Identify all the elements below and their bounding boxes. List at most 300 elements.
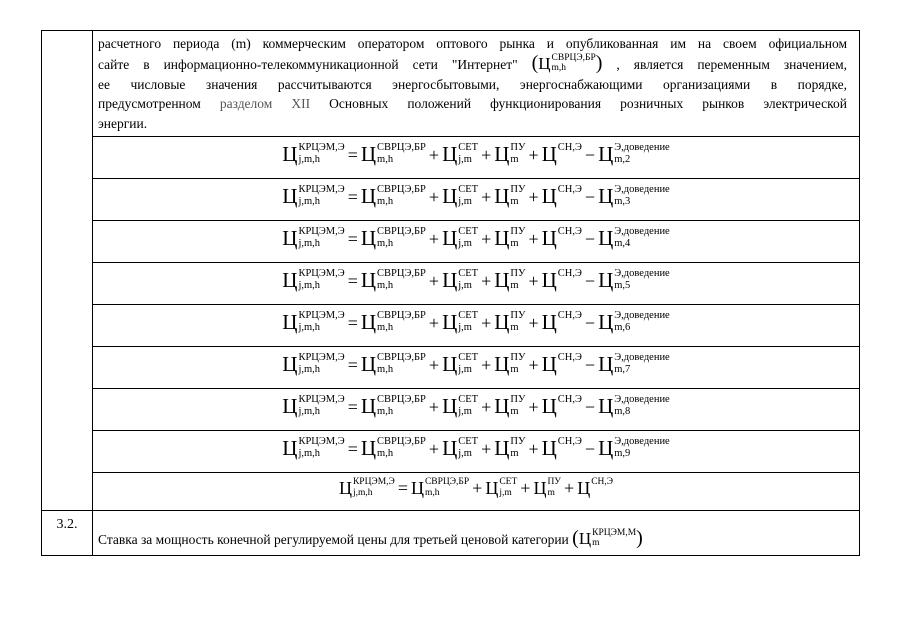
formula [282, 351, 670, 378]
network-price-symbol-sub: j,m [458, 321, 472, 333]
row-3-2 [42, 511, 860, 556]
wholesale-price-symbol-base: Ц [360, 141, 377, 166]
wholesale-price-symbol [360, 309, 426, 336]
infra-price-symbol-base: Ц [533, 477, 547, 498]
intro-line-4-tail: Основных положений функционирования розничных рынков электрической [329, 96, 848, 112]
minus-sign: − [584, 270, 596, 291]
wholesale-price-symbol-sub: m,h [377, 447, 394, 459]
network-price-symbol-sup: СЕТ [458, 351, 479, 363]
wholesale-price-symbol [360, 393, 426, 420]
lhs-price-symbol-sup: КРЦЭМ,Э [298, 309, 345, 321]
lhs-price-symbol [282, 435, 345, 462]
network-price-symbol-sub: j,m [458, 195, 472, 207]
formula-cell [93, 389, 860, 431]
lhs-price-symbol-sup: КРЦЭМ,Э [298, 141, 345, 153]
infra-price-symbol-base: Ц [494, 351, 510, 376]
plus-sign: + [481, 228, 492, 249]
infra-price-symbol-sub: m [510, 195, 519, 207]
lhs-price-symbol-base: Ц [282, 351, 298, 376]
infra-price-symbol [494, 435, 526, 462]
equals-sign: = [347, 186, 358, 207]
inline-symbol-sub: m [592, 538, 600, 549]
inline-symbol-base: Ц [538, 53, 551, 73]
plus-sign: + [428, 228, 440, 249]
infra-price-symbol-sup: ПУ [510, 309, 526, 321]
network-price-symbol-sup: СЕТ [458, 183, 479, 195]
intro-paragraph [93, 31, 859, 136]
sales-markup-symbol-sup: СН,Э [557, 141, 582, 153]
lhs-price-symbol [282, 393, 345, 420]
infra-price-symbol-base: Ц [494, 309, 510, 334]
infra-price-symbol-base: Ц [494, 393, 510, 418]
wholesale-price-symbol [360, 141, 426, 168]
wholesale-price-symbol [360, 267, 426, 294]
network-price-symbol-base: Ц [442, 351, 458, 376]
sales-markup-symbol-sub [558, 448, 582, 460]
plus-sign: + [481, 144, 492, 165]
wholesale-price-symbol [360, 183, 426, 210]
delivery-price-symbol-sub: m,6 [614, 321, 631, 333]
delivery-price-symbol [598, 435, 670, 462]
lhs-price-symbol-base: Ц [282, 141, 298, 166]
minus-sign: − [584, 186, 596, 207]
sales-markup-symbol-sup: СН,Э [557, 435, 582, 447]
sales-markup-symbol [541, 309, 582, 336]
sales-markup-symbol-base: Ц [541, 435, 557, 460]
delivery-price-symbol-sup: Э,доведение [614, 267, 670, 279]
lhs-price-symbol [282, 351, 345, 378]
lhs-price-symbol-sub: j,m,h [298, 321, 321, 333]
minus-sign: − [584, 228, 596, 249]
lhs-price-symbol [282, 309, 345, 336]
number-cell-empty [42, 31, 93, 511]
sales-markup-symbol-base: Ц [541, 183, 557, 208]
network-price-symbol-base: Ц [442, 183, 458, 208]
infra-price-symbol-sub: m [510, 405, 519, 417]
intro-line-2-tail: , является переменным значением, [616, 56, 847, 72]
infra-price-symbol-sub: m [510, 363, 519, 375]
sales-markup-symbol-base: Ц [541, 225, 557, 250]
formula [282, 435, 670, 462]
infra-price-symbol-sup: ПУ [510, 141, 526, 153]
lhs-price-symbol-sup: КРЦЭМ,Э [298, 183, 345, 195]
network-price-symbol-base: Ц [442, 309, 458, 334]
wholesale-price-symbol-base: Ц [360, 225, 377, 250]
equals-sign: = [347, 396, 358, 417]
inline-symbol-krcem-m: (Ц КРЦЭМ,М m ) [572, 527, 643, 550]
wholesale-price-symbol-sub: m,h [377, 153, 394, 165]
lhs-price-symbol-sub: j,m,h [298, 447, 321, 459]
sales-markup-symbol-sub [558, 364, 582, 376]
sales-markup-symbol [541, 435, 582, 462]
lhs-price-symbol-sup: КРЦЭМ,Э [298, 351, 345, 363]
lhs-price-symbol-base: Ц [282, 435, 298, 460]
infra-price-symbol-sup: ПУ [510, 225, 526, 237]
lhs-price-symbol-sub: j,m,h [298, 237, 321, 249]
network-price-symbol-base: Ц [442, 225, 458, 250]
delivery-price-symbol-sub: m,9 [614, 447, 631, 459]
lhs-price-symbol-sub: j,m,h [352, 487, 373, 498]
wholesale-price-symbol-base: Ц [410, 477, 424, 498]
infra-price-symbol-sup: ПУ [510, 393, 526, 405]
wholesale-price-symbol-sub: m,h [377, 321, 394, 333]
sales-markup-symbol [541, 351, 582, 378]
formula-cell [93, 431, 860, 473]
network-price-symbol-sup: СЕТ [458, 225, 479, 237]
delivery-price-symbol-base: Ц [598, 435, 614, 460]
delivery-price-symbol [598, 225, 670, 252]
formula-cell [93, 263, 860, 305]
network-price-symbol [485, 476, 518, 501]
infra-price-symbol-sup: ПУ [510, 351, 526, 363]
delivery-price-symbol-sub: m,3 [614, 195, 631, 207]
network-price-symbol-sub: j,m [458, 237, 472, 249]
delivery-price-symbol [598, 183, 670, 210]
plus-sign: + [528, 270, 539, 291]
sales-markup-symbol [541, 183, 582, 210]
plus-sign: + [481, 396, 492, 417]
wholesale-price-symbol-sub: m,h [377, 405, 394, 417]
lhs-price-symbol-base: Ц [282, 225, 298, 250]
wholesale-price-symbol-sup: СВРЦЭ,БР [377, 351, 426, 363]
wholesale-price-symbol-base: Ц [360, 183, 377, 208]
delivery-price-symbol-sup: Э,доведение [614, 225, 670, 237]
inline-symbol-svrce: (Ц СВРЦЭ,БР m,h ) [531, 51, 603, 74]
infra-price-symbol-sup: ПУ [510, 183, 526, 195]
plus-sign: + [428, 438, 440, 459]
network-price-symbol [442, 309, 479, 336]
lhs-price-symbol [282, 267, 345, 294]
wholesale-price-symbol [360, 435, 426, 462]
intro-line-1: расчетного периода (m) коммерческим оператором оптового рынка и опубликованная им на своем официальном [98, 36, 847, 51]
formula-base [338, 476, 614, 501]
plus-sign: + [520, 477, 531, 498]
formula-cell [93, 221, 860, 263]
infra-price-symbol-sub: m [547, 487, 555, 498]
network-price-symbol-sup: СЕТ [458, 267, 479, 279]
plus-sign: + [528, 186, 539, 207]
network-price-symbol-sub: j,m [458, 405, 472, 417]
sales-markup-symbol-base: Ц [541, 309, 557, 334]
network-price-symbol-sup: СЕТ [458, 393, 479, 405]
row-3-2-text-cell [93, 511, 860, 556]
wholesale-price-symbol-sub: m,h [377, 237, 394, 249]
equals-sign: = [347, 228, 358, 249]
infra-price-symbol-sup: ПУ [547, 476, 562, 487]
network-price-symbol [442, 225, 479, 252]
sales-markup-symbol-base: Ц [541, 141, 557, 166]
sales-markup-symbol-sup: СН,Э [557, 309, 582, 321]
infra-price-symbol-sub: m [510, 237, 519, 249]
lhs-price-symbol-sub: j,m,h [298, 279, 321, 291]
formula-cell [93, 347, 860, 389]
sales-markup-symbol [541, 267, 582, 294]
equals-sign: = [347, 312, 358, 333]
delivery-price-symbol-sup: Э,доведение [614, 393, 670, 405]
delivery-price-symbol-sub: m,7 [614, 363, 631, 375]
plus-sign: + [428, 270, 440, 291]
wholesale-price-symbol-base: Ц [360, 393, 377, 418]
wholesale-price-symbol-sub: m,h [377, 279, 394, 291]
delivery-price-symbol-sup: Э,доведение [614, 309, 670, 321]
equals-sign: = [347, 270, 358, 291]
infra-price-symbol-base: Ц [494, 435, 510, 460]
wholesale-price-symbol-sup: СВРЦЭ,БР [424, 476, 470, 487]
lhs-price-symbol-sub: j,m,h [298, 153, 321, 165]
network-price-symbol-base: Ц [442, 393, 458, 418]
infra-price-symbol-sub: m [510, 153, 519, 165]
infra-price-symbol [494, 393, 526, 420]
lhs-price-symbol-base: Ц [282, 309, 298, 334]
lhs-price-symbol-sub: j,m,h [298, 363, 321, 375]
plus-sign: + [428, 312, 440, 333]
infra-price-symbol-sub: m [510, 447, 519, 459]
plus-sign: + [472, 477, 483, 498]
infra-price-symbol-base: Ц [494, 141, 510, 166]
formula [282, 267, 670, 294]
sales-markup-symbol-base: Ц [541, 393, 557, 418]
sales-markup-symbol-sup: СН,Э [557, 225, 582, 237]
formula [282, 141, 670, 168]
sales-markup-symbol-sub [558, 322, 582, 334]
row-3-2-description: Ставка за мощность конечной регулируемой цены для третьей ценовой категории [98, 532, 569, 548]
plus-sign: + [528, 438, 539, 459]
lhs-price-symbol-sup: КРЦЭМ,Э [298, 435, 345, 447]
document-table [41, 30, 860, 556]
sales-markup-symbol-sup: СН,Э [591, 476, 614, 487]
sales-markup-symbol-sub [558, 238, 582, 250]
network-price-symbol [442, 183, 479, 210]
minus-sign: − [584, 312, 596, 333]
network-price-symbol-base: Ц [485, 477, 499, 498]
wholesale-price-symbol-sup: СВРЦЭ,БР [377, 393, 426, 405]
lhs-price-symbol-base: Ц [282, 393, 298, 418]
plus-sign: + [481, 438, 492, 459]
formula [282, 183, 670, 210]
section-xii-link[interactable]: разделом XII [219, 96, 311, 112]
formula-cell [93, 179, 860, 221]
lhs-price-symbol [282, 225, 345, 252]
equals-sign: = [347, 144, 358, 165]
lhs-price-symbol [282, 183, 345, 210]
intro-line-3: ее числовые значения рассчитываются энергосбытовыми, энергоснабжающими организациями в порядке, [98, 76, 847, 92]
infra-price-symbol [494, 183, 526, 210]
lhs-price-symbol-sub: j,m,h [298, 195, 321, 207]
wholesale-price-symbol-sup: СВРЦЭ,БР [377, 225, 426, 237]
wholesale-price-symbol-sub: m,h [377, 363, 394, 375]
network-price-symbol [442, 267, 479, 294]
infra-price-symbol [494, 309, 526, 336]
sales-markup-symbol-sup: СН,Э [557, 351, 582, 363]
plus-sign: + [428, 144, 440, 165]
formula [282, 309, 670, 336]
wholesale-price-symbol [360, 351, 426, 378]
plus-sign: + [481, 270, 492, 291]
intro-line-4-text: предусмотренном [98, 96, 201, 112]
network-price-symbol-base: Ц [442, 141, 458, 166]
lhs-price-symbol-sup: КРЦЭМ,Э [352, 476, 395, 487]
network-price-symbol [442, 435, 479, 462]
delivery-price-symbol-sup: Э,доведение [614, 351, 670, 363]
intro-line-2 [98, 51, 847, 75]
delivery-price-symbol-sup: Э,доведение [614, 141, 670, 153]
plus-sign: + [528, 354, 539, 375]
sales-markup-symbol-base: Ц [541, 351, 557, 376]
delivery-price-symbol-sup: Э,доведение [614, 435, 670, 447]
delivery-price-symbol [598, 267, 670, 294]
infra-price-symbol-sub: m [510, 321, 519, 333]
wholesale-price-symbol-base: Ц [360, 435, 377, 460]
intro-row [42, 31, 860, 137]
infra-price-symbol [494, 267, 526, 294]
infra-price-symbol [494, 351, 526, 378]
intro-line-5: энергии. [98, 115, 148, 131]
network-price-symbol-sub: j,m [458, 153, 472, 165]
lhs-price-symbol-sup: КРЦЭМ,Э [298, 267, 345, 279]
delivery-price-symbol [598, 351, 670, 378]
infra-price-symbol [494, 225, 526, 252]
sales-markup-symbol-base: Ц [577, 477, 591, 498]
minus-sign: − [584, 354, 596, 375]
delivery-price-symbol-sub: m,8 [614, 405, 631, 417]
delivery-price-symbol-sup: Э,доведение [614, 183, 670, 195]
network-price-symbol-base: Ц [442, 267, 458, 292]
inline-symbol-sup: КРЦЭМ,М [592, 528, 637, 539]
intro-line-4 [98, 94, 847, 114]
plus-sign: + [528, 396, 539, 417]
wholesale-price-symbol-sup: СВРЦЭ,БР [377, 267, 426, 279]
equals-sign: = [347, 354, 358, 375]
minus-sign: − [584, 144, 596, 165]
infra-price-symbol-base: Ц [494, 225, 510, 250]
wholesale-price-symbol [360, 225, 426, 252]
plus-sign: + [481, 312, 492, 333]
network-price-symbol-sup: СЕТ [458, 435, 479, 447]
plus-sign: + [528, 228, 539, 249]
wholesale-price-symbol [410, 476, 470, 501]
delivery-price-symbol-base: Ц [598, 267, 614, 292]
formula [282, 225, 670, 252]
network-price-symbol-sup: СЕТ [499, 476, 518, 487]
delivery-price-symbol-base: Ц [598, 309, 614, 334]
sales-markup-symbol [577, 476, 614, 501]
number-cell [42, 511, 93, 556]
sales-markup-symbol [541, 393, 582, 420]
wholesale-price-symbol-sub: m,h [377, 195, 394, 207]
wholesale-price-symbol-sup: СВРЦЭ,БР [377, 183, 426, 195]
sales-markup-symbol-sub [558, 154, 582, 166]
wholesale-price-symbol-sup: СВРЦЭ,БР [377, 141, 426, 153]
network-price-symbol-sup: СЕТ [458, 141, 479, 153]
formula-cell [93, 305, 860, 347]
sales-markup-symbol [541, 225, 582, 252]
infra-price-symbol [494, 141, 526, 168]
minus-sign: − [584, 438, 596, 459]
network-price-symbol-base: Ц [442, 435, 458, 460]
delivery-price-symbol [598, 393, 670, 420]
delivery-price-symbol-sub: m,2 [614, 153, 631, 165]
sales-markup-symbol-sub [558, 406, 582, 418]
lhs-price-symbol-base: Ц [338, 477, 352, 498]
lhs-price-symbol-base: Ц [282, 267, 298, 292]
sales-markup-symbol-base: Ц [541, 267, 557, 292]
plus-sign: + [528, 144, 539, 165]
network-price-symbol-sub: j,m [458, 363, 472, 375]
delivery-price-symbol-base: Ц [598, 393, 614, 418]
sales-markup-symbol-sub [558, 196, 582, 208]
sales-markup-symbol-sup: СН,Э [557, 183, 582, 195]
lhs-price-symbol [338, 476, 395, 501]
sales-markup-symbol [541, 141, 582, 168]
lhs-price-symbol-base: Ц [282, 183, 298, 208]
wholesale-price-symbol-sup: СВРЦЭ,БР [377, 435, 426, 447]
network-price-symbol-sup: СЕТ [458, 309, 479, 321]
plus-sign: + [481, 186, 492, 207]
lhs-price-symbol-sup: КРЦЭМ,Э [298, 225, 345, 237]
wholesale-price-symbol-base: Ц [360, 351, 377, 376]
delivery-price-symbol [598, 309, 670, 336]
network-price-symbol-sub: j,m [458, 279, 472, 291]
infra-price-symbol-base: Ц [494, 267, 510, 292]
inline-symbol-sub: m,h [551, 62, 567, 73]
infra-price-symbol [533, 476, 562, 501]
row-3-2-text [93, 511, 859, 550]
delivery-price-symbol-base: Ц [598, 141, 614, 166]
plus-sign: + [481, 354, 492, 375]
plus-sign: + [428, 354, 440, 375]
equals-sign: = [397, 477, 408, 498]
delivery-price-symbol-base: Ц [598, 183, 614, 208]
network-price-symbol [442, 393, 479, 420]
plus-sign: + [564, 477, 575, 498]
sales-markup-symbol-sub [591, 488, 613, 499]
delivery-price-symbol-base: Ц [598, 351, 614, 376]
lhs-price-symbol-sup: КРЦЭМ,Э [298, 393, 345, 405]
intro-line-2-text: сайте в информационно-телекоммуникационной сети "Интернет" [98, 56, 518, 72]
lhs-price-symbol-sub: j,m,h [298, 405, 321, 417]
formula-cell-base [93, 473, 860, 511]
lhs-price-symbol [282, 141, 345, 168]
infra-price-symbol-sup: ПУ [510, 435, 526, 447]
delivery-price-symbol-sub: m,5 [614, 279, 631, 291]
sales-markup-symbol-sub [558, 280, 582, 292]
row-number: 3.2. [56, 517, 78, 533]
plus-sign: + [528, 312, 539, 333]
minus-sign: − [584, 396, 596, 417]
inline-symbol-sup: СВРЦЭ,БР [551, 52, 596, 63]
infra-price-symbol-sub: m [510, 279, 519, 291]
network-price-symbol [442, 351, 479, 378]
wholesale-price-symbol-base: Ц [360, 267, 377, 292]
infra-price-symbol-base: Ц [494, 183, 510, 208]
network-price-symbol-sub: j,m [499, 487, 512, 498]
wholesale-price-symbol-sub: m,h [424, 487, 440, 498]
wholesale-price-symbol-sup: СВРЦЭ,БР [377, 309, 426, 321]
network-price-symbol [442, 141, 479, 168]
network-price-symbol-sub: j,m [458, 447, 472, 459]
plus-sign: + [428, 396, 440, 417]
plus-sign: + [428, 186, 440, 207]
formula-cell [93, 137, 860, 179]
inline-symbol-base: Ц [578, 529, 592, 549]
wholesale-price-symbol-base: Ц [360, 309, 377, 334]
formula [282, 393, 670, 420]
infra-price-symbol-sup: ПУ [510, 267, 526, 279]
delivery-price-symbol-sub: m,4 [614, 237, 631, 249]
intro-cell [93, 31, 860, 137]
delivery-price-symbol-base: Ц [598, 225, 614, 250]
equals-sign: = [347, 438, 358, 459]
